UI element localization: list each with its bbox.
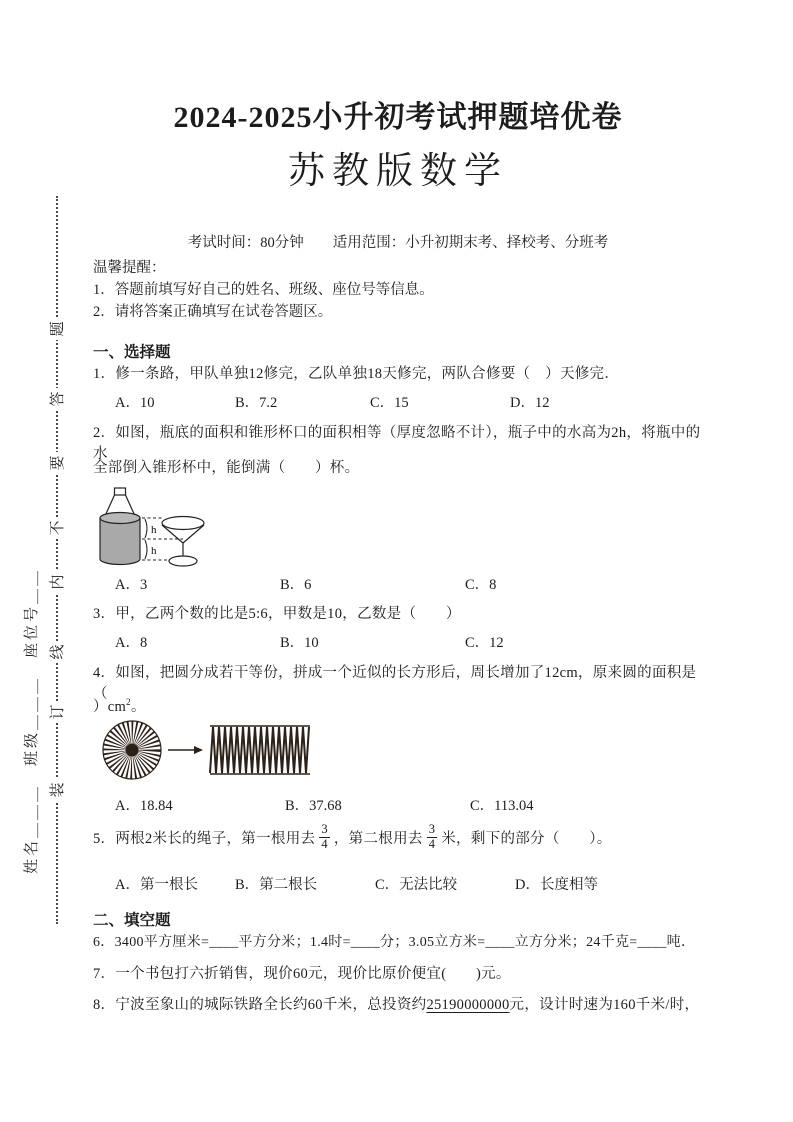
circle-to-rectangle-figure: [95, 716, 343, 782]
option-a: A．第一根长: [115, 877, 198, 893]
binding-char: 装: [47, 779, 69, 801]
exam-info-line: 考试时间：80分钟 适用范围：小升初期末考、择校考、分班考: [187, 235, 609, 251]
binding-char: 要: [47, 452, 69, 474]
question-5-options: [93, 873, 709, 894]
question-6-text: 6．3400平方厘米=____平方分米；1.4时=____分；3.05立方米=____立方分米；24千克=____吨．: [93, 935, 696, 950]
question-8-text: 8．宁波至象山的城际铁路全长约60千米，总投资约25190000000元，设计时速为160千米/时，: [93, 997, 700, 1013]
section-2-heading: 二、填空题: [93, 912, 171, 929]
option-b: B．第二根长: [235, 877, 318, 893]
question-2-text-line1: 2．如图，瓶底的面积和锥形杯口的面积相等（厚度忽略不计），瓶子中的水高为2h，将瓶中的水: [93, 425, 701, 462]
notice-item: 1．答题前填写好自己的姓名、班级、座位号等信息。: [93, 282, 434, 298]
option-a: A．3: [115, 577, 148, 593]
option-b: B．7.2: [235, 395, 278, 411]
question-1-text: 1．修一条路，甲队单独12修完，乙队单独18天修完，两队合修要（ ）天修完．: [93, 366, 620, 382]
option-c: C．15: [370, 395, 409, 411]
question-3-text: 3．甲，乙两个数的比是5:6，甲数是10，乙数是（ ）: [93, 606, 461, 622]
question-4-text-line1: 4．如图，把圆分成若干等份，拼成一个近似的长方形后，周长增加了12cm，原来圆的面积是（: [93, 665, 697, 702]
student-info-fields: 姓名＿＿＿ 班级＿＿＿ 座位号＿＿: [24, 567, 40, 874]
option-a: A．8: [115, 635, 148, 651]
question-3-options: [93, 631, 709, 652]
question-2-text-line2: 全部倒入锥形杯中，能倒满（ ）杯。: [93, 460, 360, 476]
page-subtitle: 苏教版数学: [288, 151, 508, 192]
question-1-options: [93, 391, 709, 412]
question-7-text: 7．一个书包打六折销售，现价60元，现价比原价便宜( )元。: [93, 966, 511, 982]
notice-item: 2．请将答案正确填写在试卷答题区。: [93, 304, 333, 320]
option-d: D．长度相等: [515, 877, 598, 893]
option-c: C．113.04: [470, 798, 534, 814]
h-label: h: [151, 524, 157, 536]
question-4-options: [93, 794, 709, 815]
underlined-investment-number: 25190000000: [426, 997, 510, 1013]
binding-dotted-line: [56, 196, 58, 924]
bottle-and-cone-figure: [94, 486, 206, 570]
option-b: B．10: [280, 635, 319, 651]
section-1-heading: 一、选择题: [93, 344, 171, 361]
notice-title: 温馨提醒：: [93, 260, 166, 276]
binding-char: 答: [47, 388, 69, 410]
question-4-text-line2: ）$cm^2$。: [93, 697, 146, 715]
option-d: D．12: [510, 395, 550, 411]
binding-char: 不: [47, 517, 69, 539]
question-2-options: [93, 573, 709, 594]
binding-char: 内: [47, 571, 69, 593]
option-c: C．无法比较: [375, 877, 458, 893]
page-title: 2024-2025小升初考试押题培优卷: [173, 101, 623, 134]
option-a: A．10: [115, 395, 155, 411]
option-c: C．12: [465, 635, 504, 651]
binding-char: 题: [47, 318, 69, 340]
question-5-text: 5．两根2米长的绳子，第一根用去 $\frac{3}{4}$ ，第二根用去 $\frac{3}{4}$ 米，剩下的部分（ ）。: [93, 821, 612, 851]
option-b: B．6: [280, 577, 312, 593]
option-c: C．8: [465, 577, 497, 593]
option-b: B．37.68: [285, 798, 342, 814]
fraction-three-fourths: $\frac{3}{4}$: [428, 821, 436, 851]
option-a: A．18.84: [115, 798, 173, 814]
h-label: h: [151, 545, 157, 557]
binding-char: 线: [47, 641, 69, 663]
fraction-three-fourths: $\frac{3}{4}$: [321, 821, 328, 851]
binding-char: 订: [47, 701, 69, 723]
